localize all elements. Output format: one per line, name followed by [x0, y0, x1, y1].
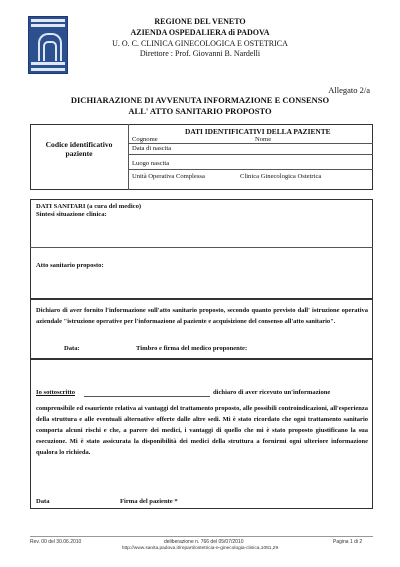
received-information-label: dichiaro di aver ricevuto un'informazione: [213, 389, 331, 396]
doctor-declaration-text: Dichiaro di aver fornito l'informazione sull'atto sanitario proposto, secondo quanto previsto dall' istruzione operativa aziendale "istruzione operative per l'informazione al paziente e acquisizione del consenso all'atto sanitario".: [36, 307, 368, 325]
doctor-signature-label: Timbro e firma del medico proponente:: [136, 345, 248, 352]
declaration-date-label: Data:: [64, 345, 80, 352]
region-name: REGIONE DEL VENETO: [154, 17, 246, 26]
document-title-line2: ALL' ATTO SANITARIO PROPOSTO: [128, 106, 272, 116]
clinical-data-title: DATI SANITARI (a cura del medico): [36, 203, 142, 210]
patient-section-title: DATI IDENTIFICATIVI DELLA PAZIENTE: [185, 127, 331, 136]
unit-value: Clinica Ginecologica Ostetrica: [240, 173, 322, 180]
birth-place-label: Luogo nascita: [132, 160, 170, 167]
attachment-label: Allegato 2/a: [328, 85, 370, 95]
unit-label: Unità Operativa Complessa: [132, 173, 205, 180]
clinic-name: U. O. C. CLINICA GINECOLOGICA E OSTETRICA: [112, 39, 288, 48]
consent-date-label: Data: [36, 498, 50, 505]
hospital-name: AZIENDA OSPEDALIERA di PADOVA: [130, 28, 270, 37]
document-title-line1: DICHIARAZIONE DI AVVENUTA INFORMAZIONE E CONSENSO: [70, 95, 330, 105]
undersigned-label: Io sottoscritto: [36, 389, 76, 396]
patient-signature-label: Firma del paziente *: [120, 498, 178, 505]
patient-code-label: Codice identificativo paziente: [45, 140, 113, 158]
revision-label: Rev. 00 del 30.06.2010: [30, 539, 82, 545]
birth-date-label: Data di nascita: [132, 145, 172, 152]
name-label: Nome: [255, 136, 272, 143]
page-number: Pagina 1 di 2: [333, 539, 363, 545]
patient-consent-text: comprensibile ed esauriente relativa ai vantaggi del trattamento proposto, alle possibili controindicazioni, all'esperienza della struttura e alle eventuali alternative offerte dalle altre sedi. Mi è stato ricordato che ogni trattamento sanitario comporta alcuni rischi e che, a parere dei medici, i vantaggi di quello che mi è stato proposto giustificano la sua esecuzione. Mi è stato assicurata la disponibilità dei medici della struttura a fornirmi ogni ulteriore informazione qualora lo richieda.: [36, 405, 368, 456]
proposed-act-label: Atto sanitario proposto:: [36, 262, 104, 269]
clinical-summary-label: Sintesi situazione clinica:: [36, 211, 107, 218]
director-name: Direttore : Prof. Giovanni B. Nardelli: [139, 49, 261, 58]
surname-label: Cognome: [132, 136, 158, 143]
deliberation-label: deliberazione n. 766 del 05/07/2010: [164, 539, 244, 545]
footer-url: http://www.sanita.padova.it/reparti/ostetricia-e-ginecologia-clinica,1081,29: [121, 546, 279, 551]
